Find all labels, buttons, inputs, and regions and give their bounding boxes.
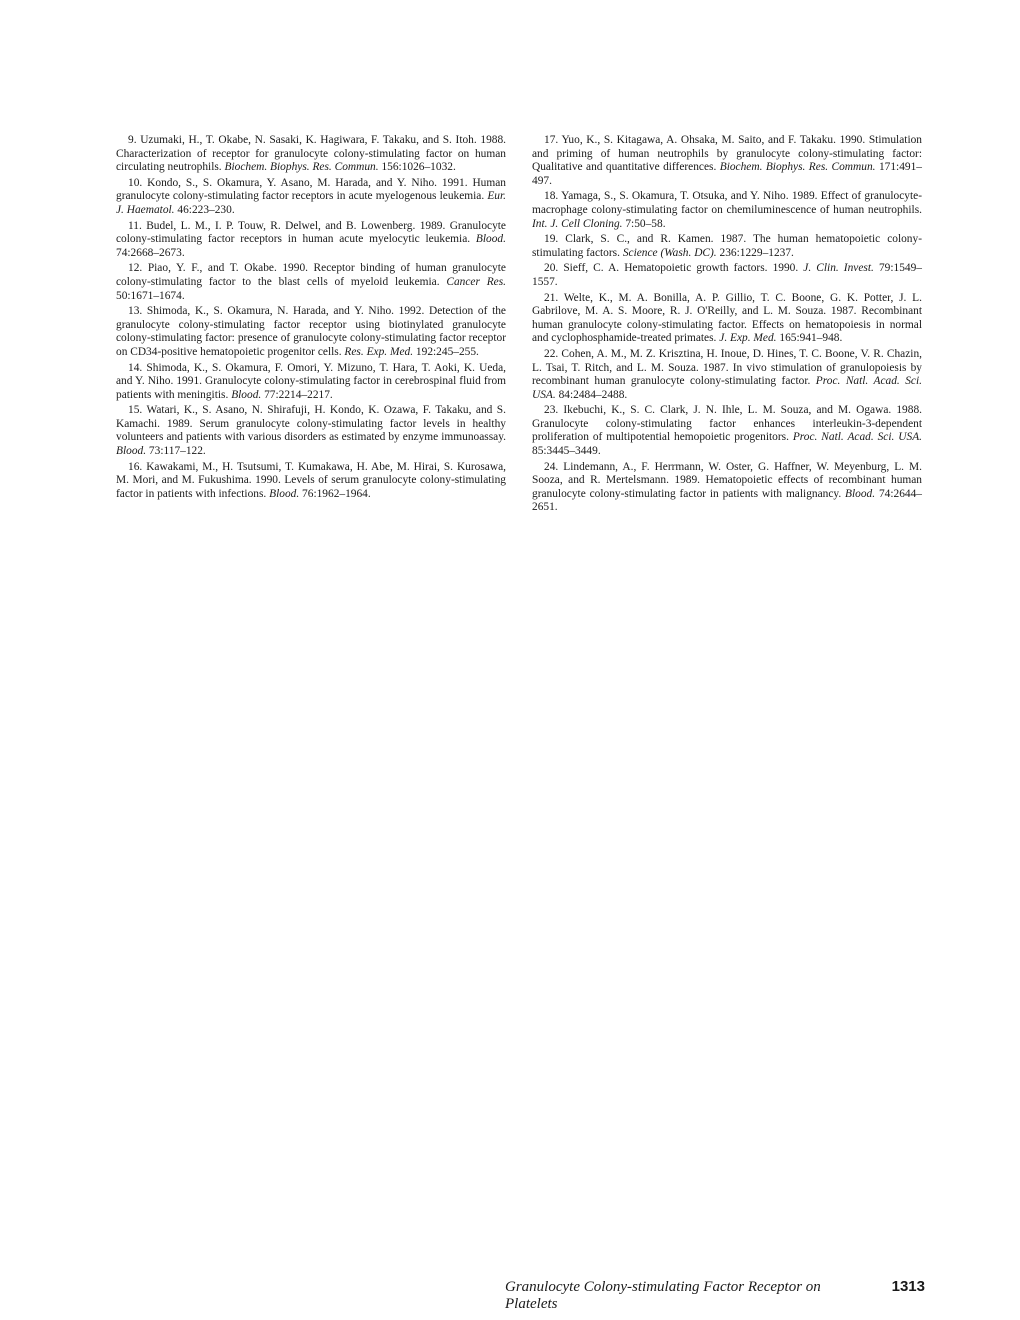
reference-number: 12. <box>128 262 143 275</box>
reference-journal: Cancer Res. <box>446 275 506 288</box>
reference-item <box>116 362 506 403</box>
reference-journal: Blood. <box>231 388 262 401</box>
reference-number: 9. <box>128 134 137 146</box>
reference-item <box>532 404 922 458</box>
reference-item <box>116 134 506 175</box>
reference-journal: Blood. <box>116 445 147 458</box>
reference-item <box>116 177 506 218</box>
reference-journal: Biochem. Biophys. Res. Commun. <box>224 161 379 174</box>
reference-number: 11. <box>128 219 142 232</box>
reference-volume-pages: 74:2668–2673. <box>116 246 185 259</box>
running-title: Granulocyte Colony-stimulating Factor Receptor on Platelets <box>505 1279 821 1312</box>
reference-citation: Yuo, K., S. Kitagawa, A. Ohsaka, M. Saito, and F. Takaku. 1990. Stimulation and priming of human neutrophils by granulocyte colony-stimulating factor: Qualitative and quantitative differences. <box>532 134 922 174</box>
reference-volume-pages: 50:1671–1674. <box>116 289 185 302</box>
reference-item <box>116 262 506 303</box>
reference-number: 21. <box>544 291 559 304</box>
reference-journal: Res. Exp. Med. <box>344 345 414 358</box>
reference-citation: Piao, Y. F., and T. Okabe. 1990. Receptor binding of human granulocyte colony-stimulating factor to the blast cells of myeloid leukemia. <box>116 262 506 288</box>
reference-number: 19. <box>544 233 559 246</box>
reference-volume-pages: 192:245–255. <box>415 345 479 358</box>
reference-item <box>116 461 506 502</box>
reference-citation: Kondo, S., S. Okamura, Y. Asano, M. Harada, and Y. Niho. 1991. Human granulocyte colony-stimulating factor receptors in acute myelogenous leukemia. <box>116 176 506 203</box>
reference-citation: Shimoda, K., S. Okamura, F. Omori, Y. Mizuno, T. Hara, T. Aoki, K. Ueda, and Y. Niho. 1991. Granulocyte colony-stimulating factor in cerebrospinal fluid from patients with meningitis. <box>116 361 506 401</box>
reference-volume-pages: 74:2644–2651. <box>532 487 922 514</box>
reference-volume-pages: 156:1026–1032. <box>381 161 456 174</box>
reference-volume-pages: 85:3445–3449. <box>532 445 601 458</box>
reference-citation: Watari, K., S. Asano, N. Shirafuji, H. Kondo, K. Ozawa, F. Takaku, and S. Kamachi. 1989. Serum granulocyte colony-stimulating factor levels in healthy volunteers and patients with various disorders as estimated by enzyme immunoassay. <box>116 404 506 444</box>
reference-journal: J. Clin. Invest. <box>803 262 874 275</box>
reference-journal: Blood. <box>475 233 506 246</box>
reference-journal: Blood. <box>845 487 876 500</box>
reference-number: 18. <box>544 190 559 203</box>
reference-item <box>116 305 506 359</box>
reference-number: 10. <box>128 176 143 189</box>
reference-item <box>532 233 922 260</box>
reference-number: 15. <box>128 404 143 417</box>
reference-citation: Ikebuchi, K., S. C. Clark, J. N. Ihle, L. M. Souza, and M. Ogawa. 1988. Granulocyte colony-stimulating factor enhances interleukin-3-dependent proliferation of multipotential hemopoietic progenitors. <box>532 404 922 444</box>
reference-journal: Blood. <box>269 487 300 500</box>
reference-citation: Kawakami, M., H. Tsutsumi, T. Kumakawa, H. Abe, M. Hirai, S. Kurosawa, M. Mori, and M. Fukushima. 1990. Levels of serum granulocyte colony-stimulating factor in patients with infections. <box>116 460 506 500</box>
reference-number: 13. <box>128 305 143 318</box>
reference-item <box>116 404 506 458</box>
reference-volume-pages: 7:50–58. <box>625 217 666 230</box>
reference-number: 17. <box>544 134 559 146</box>
reference-item <box>116 220 506 261</box>
page-footer <box>505 1278 925 1313</box>
reference-volume-pages: 76:1962–1964. <box>302 487 371 500</box>
reference-item <box>532 461 922 515</box>
reference-citation: Welte, K., M. A. Bonilla, A. P. Gillio, T. C. Boone, G. K. Potter, J. L. Gabrilove, M. A. S. Moore, R. J. O'Reilly, and L. M. Souza. 1987. Recombinant human granulocyte colony-stimulating factor. Effects on hematopoiesis in normal and cyclophosphamide-treated primates. <box>532 291 922 345</box>
page-number: 1313 <box>891 1278 925 1295</box>
reference-citation: Clark, S. C., and R. Kamen. 1987. The human hematopoietic colony-stimulating factors. <box>532 233 922 259</box>
reference-journal: Biochem. Biophys. Res. Commun. <box>719 161 876 174</box>
reference-citation: Cohen, A. M., M. Z. Krisztina, H. Inoue, D. Hines, T. C. Boone, V. R. Chazin, L. Tsai, T. Ritch, and L. M. Souza. 1987. In vivo stimulation of granulopoiesis by recombinant human granulocyte colony-stimulating factor. <box>532 347 922 388</box>
reference-citation: Sieff, C. A. Hematopoietic growth factors. 1990. <box>563 262 799 275</box>
reference-item <box>532 292 922 346</box>
reference-citation: Uzumaki, H., T. Okabe, N. Sasaki, K. Hagiwara, F. Takaku, and S. Itoh. 1988. Characterization of receptor for granulocyte colony-stimulating factor on human circulating neutrophils. <box>116 134 506 174</box>
reference-journal: Int. J. Cell Cloning. <box>532 217 623 230</box>
reference-item <box>532 262 922 289</box>
reference-volume-pages: 79:1549–1557. <box>532 262 922 288</box>
reference-volume-pages: 46:223–230. <box>177 203 235 216</box>
reference-journal: Proc. Natl. Acad. Sci. USA. <box>792 431 922 444</box>
reference-volume-pages: 236:1229–1237. <box>719 246 794 259</box>
reference-citation: Yamaga, S., S. Okamura, T. Otsuka, and Y. Niho. 1989. Effect of granulocyte-macrophage colony-stimulating factor on chemiluminescence of human neutrophils. <box>532 190 922 216</box>
reference-number: 20. <box>544 262 559 275</box>
reference-journal: J. Exp. Med. <box>719 332 777 345</box>
reference-number: 16. <box>128 460 143 473</box>
reference-number: 24. <box>544 460 559 473</box>
reference-item <box>532 134 922 188</box>
reference-column-left <box>116 134 506 503</box>
reference-journal: Proc. Natl. Acad. Sci. USA. <box>532 375 922 401</box>
reference-citation: Lindemann, A., F. Herrmann, W. Oster, G. Haffner, W. Meyenburg, L. M. Sooza, and R. Mertelsmann. 1989. Hematopoietic effects of recombinant human granulocyte colony-stimulating factor in patients with malignancy. <box>532 460 922 500</box>
reference-journal: Eur. J. Haematol. <box>116 190 506 216</box>
reference-volume-pages: 171:491–497. <box>532 161 922 187</box>
reference-column-right <box>532 134 922 517</box>
reference-citation: Budel, L. M., I. P. Touw, R. Delwel, and B. Lowenberg. 1989. Granulocyte colony-stimulating factor receptors in human acute myelocytic leukemia. <box>116 219 506 246</box>
reference-volume-pages: 165:941–948. <box>779 332 843 345</box>
reference-item <box>532 190 922 231</box>
reference-volume-pages: 77:2214–2217. <box>264 388 333 401</box>
reference-volume-pages: 84:2484–2488. <box>558 388 628 401</box>
reference-number: 23. <box>544 404 559 417</box>
reference-citation: Shimoda, K., S. Okamura, N. Harada, and Y. Niho. 1992. Detection of the granulocyte colony-stimulating factor receptor using biotinylated granulocyte colony-stimulating factor: presence of granulocyte colony-stimulating factor receptor on CD34-positive hematopoietic progenitor cells. <box>116 305 506 358</box>
reference-journal: Science (Wash. DC). <box>622 246 717 259</box>
reference-number: 22. <box>544 347 559 360</box>
reference-item <box>532 348 922 402</box>
reference-volume-pages: 73:117–122. <box>148 445 206 458</box>
reference-number: 14. <box>128 361 143 374</box>
